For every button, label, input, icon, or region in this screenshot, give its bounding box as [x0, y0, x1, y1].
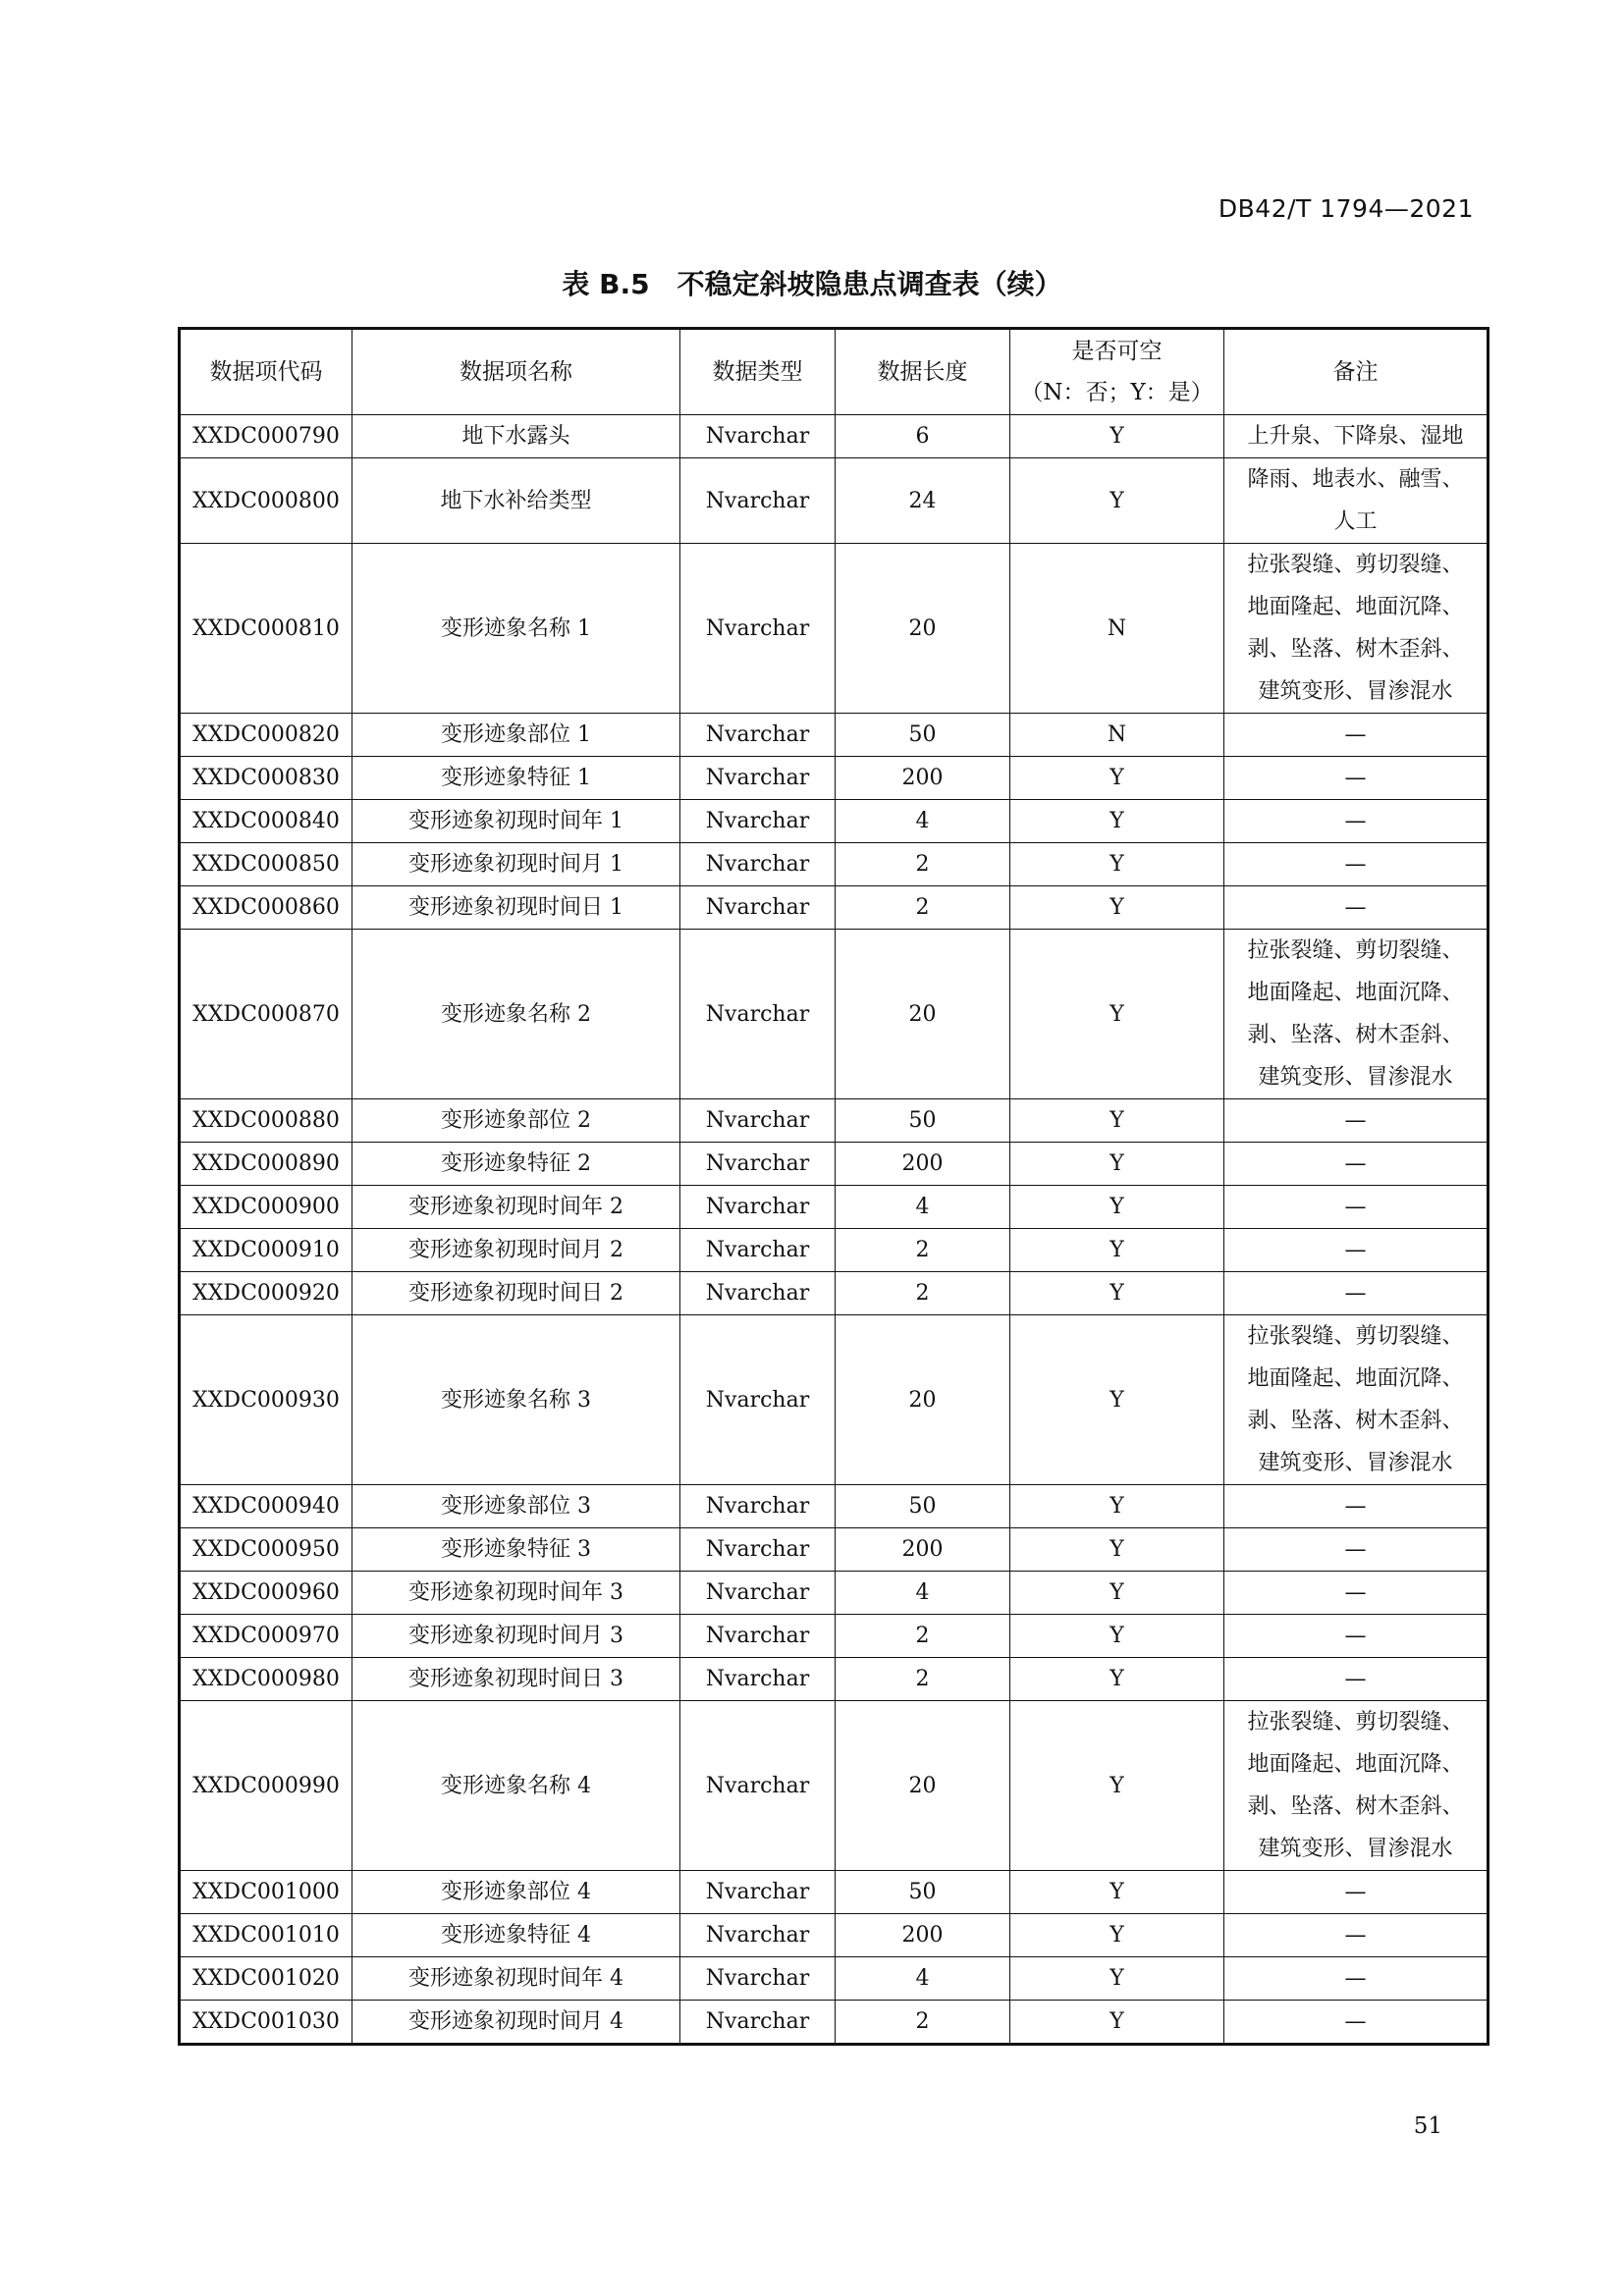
cell-length: 20	[836, 930, 1010, 1099]
cell-type: Nvarchar	[680, 1957, 836, 2001]
cell-remarks	[1224, 1528, 1489, 1572]
cell-type: Nvarchar	[680, 1485, 836, 1528]
cell-type: Nvarchar	[680, 1528, 836, 1572]
table-row	[180, 1615, 1489, 1658]
remarks-line: 建筑变形、冒渗混水	[1258, 679, 1453, 704]
remarks-line: —	[1344, 1108, 1367, 1133]
cell-length: 4	[836, 1957, 1010, 2001]
cell-remarks	[1224, 1143, 1489, 1186]
cell-remarks	[1224, 800, 1489, 843]
cell-type: Nvarchar	[680, 800, 836, 843]
cell-type: Nvarchar	[680, 1572, 836, 1615]
table-title: 表 B.5 不稳定斜坡隐患点调查表（续）	[562, 268, 1062, 300]
cell-code: XXDC000880	[180, 1099, 352, 1143]
remarks-line: 建筑变形、冒渗混水	[1258, 1065, 1453, 1090]
cell-code: XXDC000830	[180, 757, 352, 800]
remarks-line: —	[1344, 852, 1367, 877]
cell-remarks	[1224, 1485, 1489, 1528]
remarks-line: 拉张裂缝、剪切裂缝、	[1247, 553, 1464, 577]
cell-name: 变形迹象初现时间月 2	[352, 1229, 680, 1272]
cell-type: Nvarchar	[680, 1658, 836, 1701]
cell-remarks	[1224, 1315, 1489, 1485]
remarks-line: —	[1344, 1624, 1367, 1648]
cell-code: XXDC000950	[180, 1528, 352, 1572]
remarks-line: 剥、坠落、树木歪斜、	[1247, 1023, 1464, 1047]
cell-remarks	[1224, 930, 1489, 1099]
table-row	[180, 1186, 1489, 1229]
table-row	[180, 1528, 1489, 1572]
cell-name: 变形迹象特征 1	[352, 757, 680, 800]
cell-length: 4	[836, 1186, 1010, 1229]
header-code: 数据项代码	[180, 329, 352, 415]
table-row	[180, 458, 1489, 544]
cell-name: 变形迹象初现时间年 1	[352, 800, 680, 843]
cell-type: Nvarchar	[680, 1099, 836, 1143]
remarks-line: —	[1344, 2009, 1367, 2034]
cell-name: 变形迹象特征 2	[352, 1143, 680, 1186]
cell-remarks	[1224, 1658, 1489, 1701]
cell-name: 变形迹象部位 2	[352, 1099, 680, 1143]
cell-code: XXDC000990	[180, 1701, 352, 1871]
cell-type: Nvarchar	[680, 1914, 836, 1957]
table-row	[180, 757, 1489, 800]
cell-remarks	[1224, 1099, 1489, 1143]
cell-nullable: Y	[1010, 800, 1224, 843]
table-row	[180, 1658, 1489, 1701]
cell-length: 200	[836, 757, 1010, 800]
standard-code: DB42/T 1794—2021	[1218, 194, 1474, 223]
remarks-line: 剥、坠落、树木歪斜、	[1247, 637, 1464, 662]
cell-length: 20	[836, 1315, 1010, 1485]
cell-length: 4	[836, 1572, 1010, 1615]
remarks-line: 地面隆起、地面沉降、	[1247, 1752, 1464, 1777]
cell-nullable: Y	[1010, 843, 1224, 886]
cell-name: 变形迹象初现时间年 4	[352, 1957, 680, 2001]
cell-remarks	[1224, 1957, 1489, 2001]
cell-code: XXDC000900	[180, 1186, 352, 1229]
cell-code: XXDC000840	[180, 800, 352, 843]
cell-remarks	[1224, 843, 1489, 886]
cell-length: 20	[836, 1701, 1010, 1871]
cell-code: XXDC000790	[180, 415, 352, 458]
remarks-line: —	[1344, 1580, 1367, 1605]
remarks-line: —	[1344, 1494, 1367, 1519]
cell-nullable: Y	[1010, 930, 1224, 1099]
cell-remarks	[1224, 1871, 1489, 1914]
cell-nullable: Y	[1010, 1143, 1224, 1186]
table-row	[180, 800, 1489, 843]
cell-length: 2	[836, 843, 1010, 886]
cell-code: XXDC001010	[180, 1914, 352, 1957]
cell-remarks	[1224, 458, 1489, 544]
cell-name: 地下水露头	[352, 415, 680, 458]
page-number: 51	[1413, 2113, 1442, 2139]
cell-remarks	[1224, 1615, 1489, 1658]
cell-code: XXDC000890	[180, 1143, 352, 1186]
cell-remarks	[1224, 714, 1489, 757]
remarks-line: —	[1344, 1923, 1367, 1948]
cell-remarks	[1224, 1186, 1489, 1229]
cell-nullable: Y	[1010, 1572, 1224, 1615]
table-body	[180, 415, 1489, 2045]
cell-name: 变形迹象初现时间年 2	[352, 1186, 680, 1229]
cell-length: 200	[836, 1143, 1010, 1186]
header-type: 数据类型	[680, 329, 836, 415]
table-row	[180, 1701, 1489, 1871]
cell-name: 变形迹象名称 1	[352, 544, 680, 714]
remarks-line: 人工	[1333, 509, 1378, 534]
table-row	[180, 1914, 1489, 1957]
cell-name: 变形迹象初现时间年 3	[352, 1572, 680, 1615]
cell-name: 变形迹象部位 3	[352, 1485, 680, 1528]
cell-length: 4	[836, 800, 1010, 843]
cell-nullable: Y	[1010, 886, 1224, 930]
cell-type: Nvarchar	[680, 1871, 836, 1914]
cell-remarks	[1224, 1272, 1489, 1315]
cell-type: Nvarchar	[680, 1229, 836, 1272]
cell-code: XXDC000850	[180, 843, 352, 886]
cell-code: XXDC000870	[180, 930, 352, 1099]
cell-nullable: Y	[1010, 1229, 1224, 1272]
cell-nullable: Y	[1010, 1871, 1224, 1914]
table-row	[180, 1272, 1489, 1315]
remarks-line: 拉张裂缝、剪切裂缝、	[1247, 1710, 1464, 1735]
cell-code: XXDC000980	[180, 1658, 352, 1701]
table-row	[180, 886, 1489, 930]
remarks-line: 建筑变形、冒渗混水	[1258, 1451, 1453, 1475]
cell-code: XXDC000820	[180, 714, 352, 757]
cell-nullable: Y	[1010, 1485, 1224, 1528]
header-nullable	[1010, 329, 1224, 415]
cell-type: Nvarchar	[680, 757, 836, 800]
cell-nullable: Y	[1010, 1528, 1224, 1572]
cell-code: XXDC000800	[180, 458, 352, 544]
cell-remarks	[1224, 886, 1489, 930]
cell-length: 200	[836, 1528, 1010, 1572]
cell-type: Nvarchar	[680, 1186, 836, 1229]
remarks-line: —	[1344, 1880, 1367, 1904]
cell-remarks	[1224, 544, 1489, 714]
table-row	[180, 930, 1489, 1099]
cell-length: 2	[836, 1615, 1010, 1658]
cell-length: 50	[836, 1485, 1010, 1528]
table-row	[180, 714, 1489, 757]
header-name: 数据项名称	[352, 329, 680, 415]
table-row	[180, 1957, 1489, 2001]
cell-nullable: Y	[1010, 757, 1224, 800]
remarks-line: 降雨、地表水、融雪、	[1247, 467, 1464, 492]
cell-length: 50	[836, 714, 1010, 757]
cell-name: 变形迹象初现时间日 3	[352, 1658, 680, 1701]
cell-length: 24	[836, 458, 1010, 544]
remarks-line: 拉张裂缝、剪切裂缝、	[1247, 1324, 1464, 1349]
cell-code: XXDC000920	[180, 1272, 352, 1315]
cell-type: Nvarchar	[680, 930, 836, 1099]
cell-type: Nvarchar	[680, 1701, 836, 1871]
remarks-line: —	[1344, 1151, 1367, 1176]
remarks-line: 剥、坠落、树木歪斜、	[1247, 1794, 1464, 1819]
cell-nullable: Y	[1010, 1615, 1224, 1658]
cell-length: 50	[836, 1099, 1010, 1143]
cell-nullable: N	[1010, 714, 1224, 757]
cell-length: 2	[836, 1658, 1010, 1701]
cell-type: Nvarchar	[680, 886, 836, 930]
table-row	[180, 1229, 1489, 1272]
cell-type: Nvarchar	[680, 2001, 836, 2045]
cell-name: 变形迹象初现时间日 1	[352, 886, 680, 930]
cell-nullable: Y	[1010, 1186, 1224, 1229]
cell-code: XXDC000960	[180, 1572, 352, 1615]
remarks-line: —	[1344, 895, 1367, 920]
cell-length: 50	[836, 1871, 1010, 1914]
table-row	[180, 1572, 1489, 1615]
cell-name: 变形迹象部位 4	[352, 1871, 680, 1914]
cell-remarks	[1224, 1914, 1489, 1957]
cell-name: 变形迹象名称 2	[352, 930, 680, 1099]
remarks-line: 剥、坠落、树木歪斜、	[1247, 1409, 1464, 1433]
cell-length: 2	[836, 886, 1010, 930]
cell-length: 20	[836, 544, 1010, 714]
cell-code: XXDC000910	[180, 1229, 352, 1272]
cell-code: XXDC000810	[180, 544, 352, 714]
remarks-line: 地面隆起、地面沉降、	[1247, 1366, 1464, 1391]
cell-name: 变形迹象部位 1	[352, 714, 680, 757]
cell-name: 变形迹象初现时间日 2	[352, 1272, 680, 1315]
remarks-line: —	[1344, 809, 1367, 833]
cell-name: 变形迹象名称 4	[352, 1701, 680, 1871]
cell-remarks	[1224, 1701, 1489, 1871]
cell-nullable: Y	[1010, 1315, 1224, 1485]
cell-nullable: Y	[1010, 1272, 1224, 1315]
cell-name: 变形迹象名称 3	[352, 1315, 680, 1485]
cell-remarks	[1224, 1572, 1489, 1615]
cell-length: 2	[836, 1272, 1010, 1315]
cell-type: Nvarchar	[680, 1315, 836, 1485]
remarks-line: —	[1344, 1667, 1367, 1691]
table-header-row	[180, 329, 1489, 415]
cell-name: 变形迹象初现时间月 4	[352, 2001, 680, 2045]
cell-code: XXDC001000	[180, 1871, 352, 1914]
table-row	[180, 544, 1489, 714]
table-row	[180, 843, 1489, 886]
cell-type: Nvarchar	[680, 458, 836, 544]
cell-nullable: Y	[1010, 1701, 1224, 1871]
cell-code: XXDC000970	[180, 1615, 352, 1658]
cell-code: XXDC000930	[180, 1315, 352, 1485]
cell-name: 变形迹象特征 4	[352, 1914, 680, 1957]
cell-type: Nvarchar	[680, 714, 836, 757]
table-row	[180, 1143, 1489, 1186]
cell-length: 2	[836, 2001, 1010, 2045]
cell-nullable: Y	[1010, 1658, 1224, 1701]
cell-nullable: Y	[1010, 415, 1224, 458]
remarks-line: —	[1344, 1966, 1367, 1991]
table-row	[180, 1871, 1489, 1914]
cell-type: Nvarchar	[680, 843, 836, 886]
cell-nullable: Y	[1010, 2001, 1224, 2045]
remarks-line: —	[1344, 1238, 1367, 1262]
cell-type: Nvarchar	[680, 1272, 836, 1315]
cell-code: XXDC001020	[180, 1957, 352, 2001]
table-row	[180, 1485, 1489, 1528]
cell-type: Nvarchar	[680, 415, 836, 458]
remarks-line: 建筑变形、冒渗混水	[1258, 1837, 1453, 1861]
cell-nullable: Y	[1010, 1099, 1224, 1143]
cell-remarks	[1224, 757, 1489, 800]
cell-type: Nvarchar	[680, 544, 836, 714]
cell-name: 变形迹象初现时间月 3	[352, 1615, 680, 1658]
cell-length: 6	[836, 415, 1010, 458]
remarks-line: 拉张裂缝、剪切裂缝、	[1247, 938, 1464, 963]
data-dictionary-table	[178, 327, 1489, 2046]
cell-remarks	[1224, 1229, 1489, 1272]
remarks-line: —	[1344, 1195, 1367, 1219]
cell-code: XXDC001030	[180, 2001, 352, 2045]
cell-length: 200	[836, 1914, 1010, 1957]
remarks-line: —	[1344, 1281, 1367, 1306]
cell-name: 变形迹象初现时间月 1	[352, 843, 680, 886]
cell-name: 地下水补给类型	[352, 458, 680, 544]
header-length: 数据长度	[836, 329, 1010, 415]
cell-nullable: Y	[1010, 1957, 1224, 2001]
cell-code: XXDC000860	[180, 886, 352, 930]
remarks-line: 上升泉、下降泉、湿地	[1247, 424, 1464, 449]
cell-name: 变形迹象特征 3	[352, 1528, 680, 1572]
cell-remarks	[1224, 2001, 1489, 2045]
header-remarks: 备注	[1224, 329, 1489, 415]
remarks-line: —	[1344, 766, 1367, 790]
table-row	[180, 415, 1489, 458]
cell-remarks	[1224, 415, 1489, 458]
table-row	[180, 2001, 1489, 2045]
remarks-line: —	[1344, 722, 1367, 747]
cell-nullable: N	[1010, 544, 1224, 714]
cell-code: XXDC000940	[180, 1485, 352, 1528]
cell-type: Nvarchar	[680, 1615, 836, 1658]
table-row	[180, 1099, 1489, 1143]
cell-type: Nvarchar	[680, 1143, 836, 1186]
table-row	[180, 1315, 1489, 1485]
cell-nullable: Y	[1010, 1914, 1224, 1957]
remarks-line: 地面隆起、地面沉降、	[1247, 981, 1464, 1005]
cell-nullable: Y	[1010, 458, 1224, 544]
header-nullable-line1: 是否可空	[1071, 339, 1163, 364]
remarks-line: 地面隆起、地面沉降、	[1247, 595, 1464, 619]
remarks-line: —	[1344, 1537, 1367, 1562]
cell-length: 2	[836, 1229, 1010, 1272]
header-nullable-line2: （N：否；Y：是）	[1020, 380, 1214, 405]
